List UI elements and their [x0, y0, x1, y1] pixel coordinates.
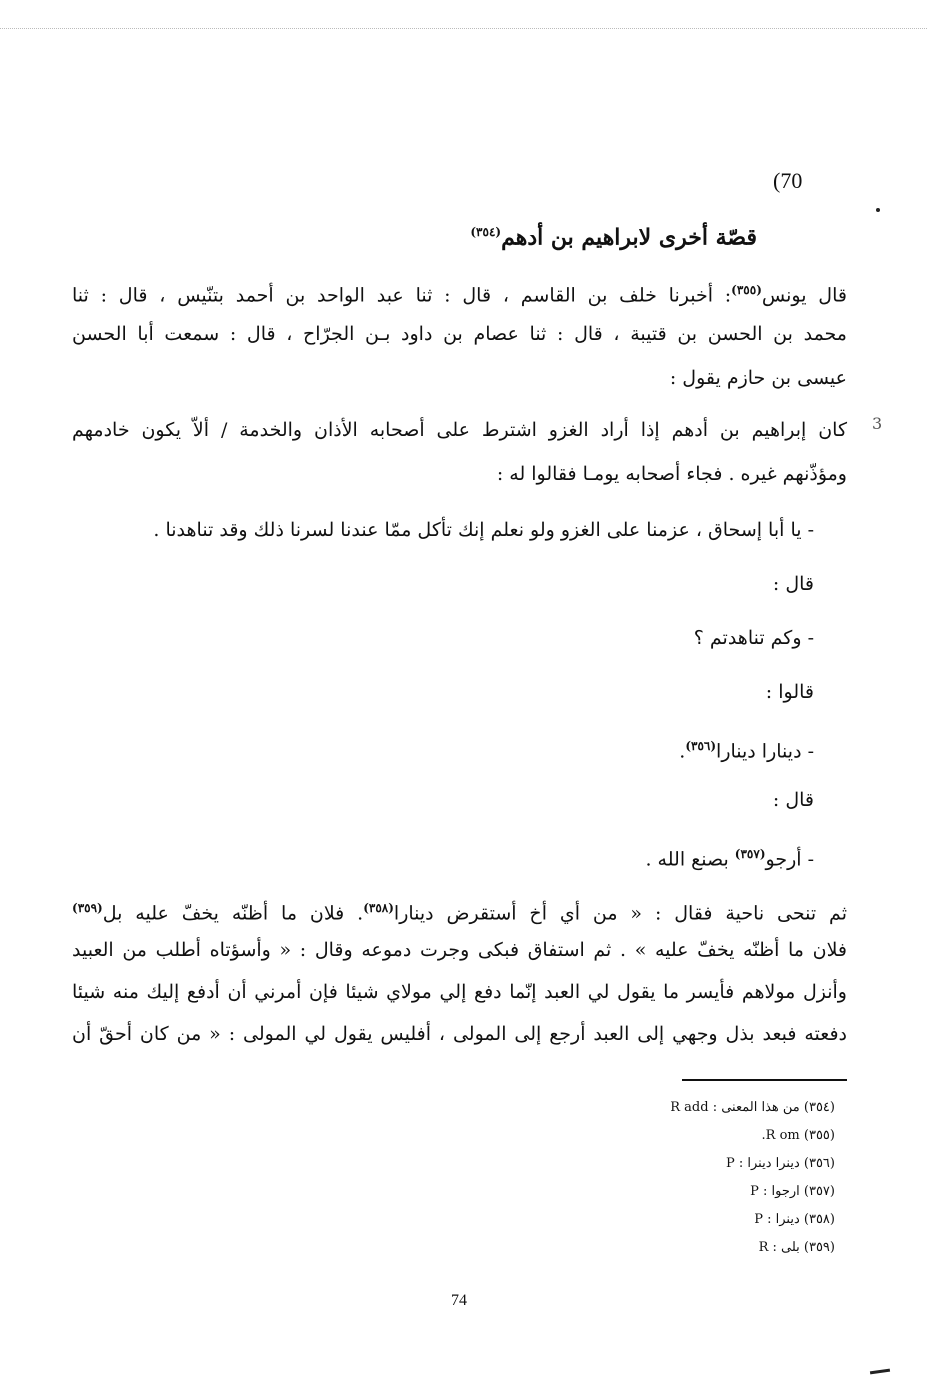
- footnote-ref: (٣٥٥): [731, 283, 762, 297]
- margin-dot: [876, 208, 880, 212]
- top-page-number: (70: [773, 168, 803, 193]
- dialogue-line: قال :: [772, 789, 814, 811]
- dialogue-line: - أرجو$^{(٣٥٧)}$ بصنع الله .: [645, 847, 814, 871]
- margin-mark: 3: [872, 414, 883, 433]
- footnote-ref: (٣٥٧): [734, 847, 766, 861]
- scan-mark: [870, 1369, 890, 1375]
- footnote: (٣٥٥) R om.: [761, 1128, 835, 1143]
- paragraph-line: محمد بن الحسن بن قتيبة ، قال : ثنا عصام بن داود بـن الجرّاح ، قال : سمعت أبا الحسن: [72, 323, 847, 345]
- footnote: (٣٥٤) من هذا المعنى : R add: [670, 1100, 835, 1115]
- footnote-ref: (٣٥٩): [72, 901, 103, 915]
- page-number: 74: [451, 1292, 467, 1309]
- footnote: (٣٥٧) ارجوا : P: [750, 1184, 835, 1199]
- paragraph-line: ثم تنحى ناحية فقال : « من أي أخ أستقرض دينارا$^{(٣٥٨)}$. فلان ما أظنّه يخفّ عليه بل$^{(٣٥٩)}$: [72, 901, 847, 925]
- footnote: (٣٥٩) بلى : R: [758, 1240, 835, 1255]
- paragraph-line: دفعته فبعد بذل وجهي إلى العبد أرجع إلى المولى ، أفليس يقول لي المولى : « من كان أحقّ أن: [72, 1023, 847, 1045]
- footnote: (٣٥٨) دينرا : P: [754, 1212, 835, 1227]
- dialogue-line: قال :: [772, 573, 814, 595]
- paragraph-line: فلان ما أظنّه يخفّ عليه » . ثم استفاق فبكى وجرت دموعه وقال : « وأسؤتاه أطلب من العبيد: [72, 939, 847, 961]
- paragraph-line: كان إبراهيم بن أدهم إذا أراد الغزو اشترط على أصحابه الأذان والخدمة / ألاّ يكون خادمهم: [72, 419, 847, 441]
- dialogue-line: - دينارا دينارا$^{(٣٥٦)}$.: [679, 739, 814, 763]
- paragraph-line: قال يونس$^{(٣٥٥)}$: أخبرنا خلف بن القاسم ، قال : ثنا عبد الواحد بن أحمد بتنّيس ، قال : ثنا: [72, 283, 847, 307]
- footnote: (٣٥٦) دينرا دينرا : P: [726, 1156, 835, 1171]
- footnote-rule: [682, 1079, 847, 1081]
- footnote-ref: (٣٥٤): [470, 225, 502, 239]
- footnote-ref: (٣٥٦): [685, 739, 717, 753]
- dialogue-line: - وكم تناهدتم ؟: [693, 627, 814, 649]
- paragraph-line: وأنزل مولاهم فأيسر ما يقول لي العبد إنّما دفع إلي مولاي شيئا فإن أمرني أن أدفع إليك منه شيئا: [72, 981, 847, 1003]
- section-heading: قصّة أخرى لابراهيم بن أدهم$^{(٣٥٤)}$: [470, 224, 757, 251]
- dialogue-line: - يا أبا إسحاق ، عزمنا على الغزو ولو نعلم إنك تأكل ممّا عندنا لسرنا ذلك وقد تناهدنا .: [153, 519, 814, 541]
- paragraph-line: ومؤذّنهم غيره . فجاء أصحابه يومـا فقالوا له :: [496, 463, 847, 485]
- scan-edge-noise: [0, 28, 927, 29]
- footnote-ref: (٣٥٨): [363, 901, 394, 915]
- paragraph-line: عيسى بن حازم يقول :: [669, 367, 847, 389]
- dialogue-line: قالوا :: [765, 681, 814, 703]
